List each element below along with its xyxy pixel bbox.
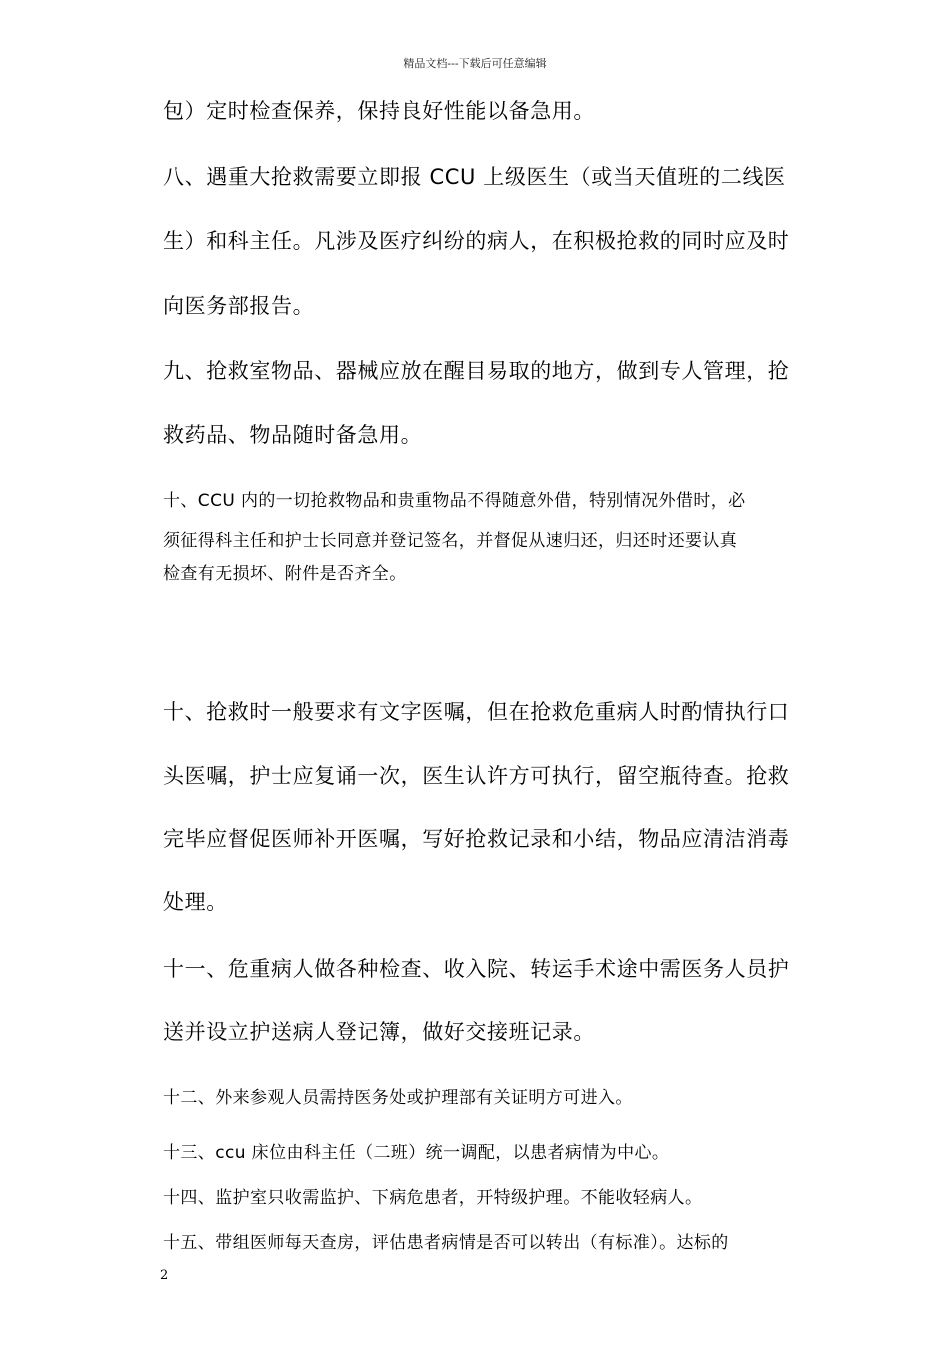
page-header: 精品文档---下载后可任意编辑 bbox=[403, 57, 547, 70]
page-number: 2 bbox=[160, 1268, 169, 1283]
text-line: 十、抢救时一般要求有文字医嘱，但在抢救危重病人时酌情执行口 bbox=[163, 700, 790, 724]
text-line: 处理。 bbox=[163, 890, 228, 914]
text-line: 十、CCU 内的一切抢救物品和贵重物品不得随意外借，特别情况外借时，必 bbox=[163, 491, 746, 511]
text-line: 十一、危重病人做各种检查、收入院、转运手术途中需医务人员护 bbox=[163, 957, 790, 981]
text-line: 完毕应督促医师补开医嘱，写好抢救记录和小结，物品应清洁消毒 bbox=[163, 827, 790, 851]
text-line: 生）和科主任。凡涉及医疗纠纷的病人，在积极抢救的同时应及时 bbox=[163, 229, 790, 253]
text-line: 八、遇重大抢救需要立即报 CCU 上级医生（或当天值班的二线医 bbox=[163, 165, 786, 189]
text-line: 十四、监护室只收需监护、下病危患者，开特级护理。不能收轻病人。 bbox=[163, 1188, 703, 1208]
text-line: 九、抢救室物品、器械应放在醒目易取的地方，做到专人管理，抢 bbox=[163, 359, 790, 383]
text-line: 向医务部报告。 bbox=[163, 294, 315, 318]
text-line: 须征得科主任和护士长同意并登记签名，并督促从速归还，归还时还要认真 bbox=[163, 531, 738, 551]
text-line: 头医嘱，护士应复诵一次，医生认许方可执行，留空瓶待查。抢救 bbox=[163, 764, 790, 788]
text-line: 检查有无损坏、附件是否齐全。 bbox=[163, 564, 407, 584]
text-line: 十五、带组医师每天查房，评估患者病情是否可以转出（有标准）。达标的 bbox=[163, 1233, 729, 1253]
text-line: 十三、ccu 床位由科主任（二班）统一调配，以患者病情为中心。 bbox=[163, 1143, 670, 1163]
text-line: 送并设立护送病人登记簿，做好交接班记录。 bbox=[163, 1020, 595, 1044]
text-line: 救药品、物品随时备急用。 bbox=[163, 423, 423, 447]
text-line: 包）定时检查保养，保持良好性能以备急用。 bbox=[163, 99, 595, 123]
text-line: 十二、外来参观人员需持医务处或护理部有关证明方可进入。 bbox=[163, 1088, 633, 1108]
